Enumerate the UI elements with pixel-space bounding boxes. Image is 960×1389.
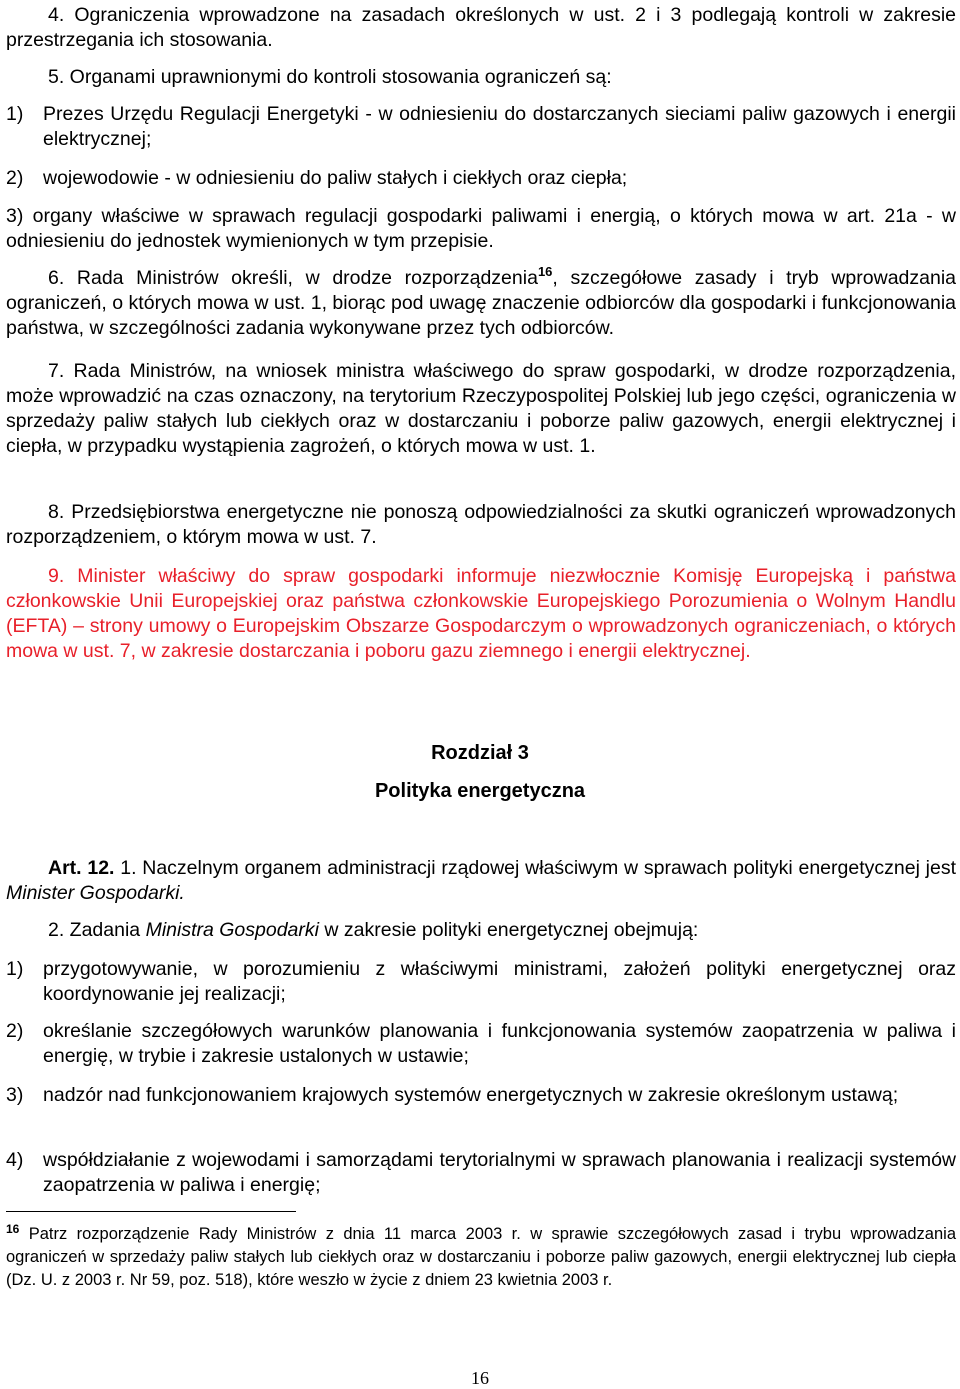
article-12-p2-italic: Ministra Gospodarki	[145, 919, 319, 941]
article-12-paragraph-2	[6, 918, 956, 943]
list-number: 2)	[6, 1020, 24, 1042]
chapter-title: Polityka energetyczna	[374, 780, 586, 802]
footnote-ref: 16	[537, 264, 553, 279]
list-text: współdziałanie z wojewodami i samorządami terytorialnymi w sprawach planowania i realizacji systemów zaopatrzenia w paliwa i energię;	[43, 1149, 956, 1196]
list-text: nadzór nad funkcjonowaniem krajowych systemów energetycznych w zakresie określonym ustawą;	[43, 1084, 899, 1106]
list-text: Prezes Urzędu Regulacji Energetyki - w odniesieniu do dostarczanych sieciami paliw gazowych i energii elektrycznej;	[43, 103, 956, 150]
article-12-paragraph-1	[6, 856, 956, 906]
paragraph-6-text-b: , szczegółowe zasady i tryb wprowadzania ograniczeń, o których mowa w ust. 1, biorąc pod uwagę znaczenie odbiorców dla gospodarki i funkcjonowania państwa, w szczególności zadania wykonywane przez tych odbiorców.	[6, 267, 956, 339]
article-12-p1-text: 1. Naczelnym organem administracji rządowej właściwym w sprawach polityki energetycznej jest	[114, 857, 957, 879]
paragraph-6-text-a: 6. Rada Ministrów określi, w drodze rozporządzenia	[48, 267, 538, 289]
list-text: przygotowywanie, w porozumieniu z właściwymi ministrami, założeń polityki energetycznej oraz koordynowanie jej realizacji;	[43, 958, 956, 1005]
paragraph-5: 5. Organami uprawnionymi do kontroli stosowania ograniczeń są:	[48, 66, 612, 88]
article-12-p1-italic: Minister Gospodarki.	[6, 882, 185, 904]
list-number: 3)	[6, 205, 24, 227]
paragraph-7: 7. Rada Ministrów, na wniosek ministra właściwego do spraw gospodarki, w drodze rozporządzenia, może wprowadzić na czas oznaczony, na terytorium Rzeczypospolitej Polskiej lub jego części, ograniczenia w sprzedaży paliw stałych lub ciekłych oraz w dostarczaniu i poborze paliw gazowych, energii elektrycznej i ciepła, w przypadku wystąpienia zagrożeń, o których mowa w ust. 1.	[6, 360, 956, 457]
page-number: 16	[471, 1368, 489, 1388]
paragraph-6	[6, 266, 956, 341]
footnote-separator	[6, 1211, 296, 1212]
paragraph-4: 4. Ograniczenia wprowadzone na zasadach określonych w ust. 2 i 3 podlegają kontroli w zakresie przestrzegania ich stosowania.	[6, 4, 956, 51]
article-12-p2-text-b: w zakresie polityki energetycznej obejmują:	[318, 919, 699, 941]
list-item	[6, 957, 956, 1007]
list-item	[6, 166, 956, 191]
list-number: 1)	[6, 958, 24, 980]
list-number: 1)	[6, 103, 24, 125]
article-number: Art. 12.	[48, 857, 115, 879]
footnote-number: 16	[6, 1222, 20, 1236]
list-number: 3)	[6, 1084, 24, 1106]
paragraph-8: 8. Przedsiębiorstwa energetyczne nie ponoszą odpowiedzialności za skutki ograniczeń wprowadzonych rozporządzeniem, o którym mowa w ust. 7.	[6, 501, 956, 548]
list-number: 4)	[6, 1149, 24, 1171]
list-number: 2)	[6, 167, 24, 189]
paragraph-9: 9. Minister właściwy do spraw gospodarki informuje niezwłocznie Komisję Europejską i państwa członkowskie Unii Europejskiej oraz państwa członkowskie Europejskiego Porozumienia o Wolnym Handlu (EFTA) – strony umowy o Europejskim Obszarze Gospodarczym o wprowadzonych ograniczeniach, o których mowa w ust. 7, w zakresie dostarczania i poboru gazu ziemnego i energii elektrycznej.	[6, 565, 956, 662]
list-item	[6, 1083, 956, 1108]
footnote	[6, 1218, 956, 1292]
chapter-heading: Rozdział 3	[431, 742, 529, 764]
list-item	[6, 204, 956, 254]
footnote-text: Patrz rozporządzenie Rady Ministrów z dnia 11 marca 2003 r. w sprawie szczegółowych zasad i trybu wprowadzania ograniczeń w sprzedaży paliw stałych lub ciekłych oraz w dostarczaniu i poborze paliw gazowych, energii elektrycznej lub ciepła (Dz. U. z 2003 r. Nr 59, poz. 518), które weszło w życie z dniem 23 kwietnia 2003 r.	[6, 1225, 956, 1289]
list-text: wojewodowie - w odniesieniu do paliw stałych i ciekłych oraz ciepła;	[43, 167, 628, 189]
list-item	[6, 1148, 956, 1198]
list-text: organy właściwe w sprawach regulacji gospodarki paliwami i energią, o których mowa w art. 21a - w odniesieniu do jednostek wymienionych w tym przepisie.	[6, 205, 956, 252]
list-item	[6, 1019, 956, 1069]
list-text: określanie szczegółowych warunków planowania i funkcjonowania systemów zaopatrzenia w paliwa i energię, w trybie i zakresie ustalonych w ustawie;	[43, 1020, 956, 1067]
article-12-p2-text-a: 2. Zadania	[48, 919, 146, 941]
list-item	[6, 102, 956, 152]
